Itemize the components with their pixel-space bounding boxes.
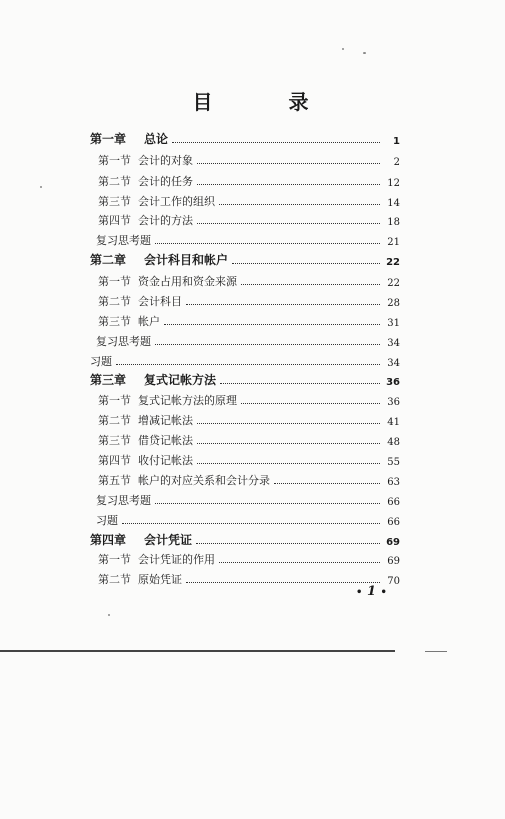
toc-entry-number: 第一章 <box>90 132 127 146</box>
toc-entry-title: 复习思考题 <box>96 494 151 507</box>
toc-page-number: 41 <box>387 417 400 428</box>
toc-entry-title: 帐户的对应关系和会计分录 <box>138 474 270 487</box>
toc-entry-number: 第四节 <box>98 454 131 467</box>
toc-page-number: 22 <box>386 257 400 268</box>
toc-page-number: 69 <box>386 537 400 548</box>
toc-page-number: 55 <box>387 457 400 468</box>
toc-entry-title: 习题 <box>90 355 112 368</box>
toc-page-number: 69 <box>387 556 400 567</box>
toc-page-number: 34 <box>387 338 400 349</box>
toc-entry-title: 增减记帐法 <box>138 414 193 427</box>
folio-dot-left: • <box>356 587 363 598</box>
toc-entry-title: 会计凭证 <box>144 533 193 547</box>
toc-section-entry <box>90 410 400 428</box>
toc-extra-entry <box>90 351 400 369</box>
toc-dot-leader <box>219 204 380 205</box>
toc-page-number: 48 <box>387 437 400 448</box>
toc-entry-title: 资金占用和资金来源 <box>138 275 237 288</box>
toc-entry-title: 复式记帐方法的原理 <box>138 394 237 407</box>
toc-entry-number: 第二节 <box>98 573 131 586</box>
toc-section-entry <box>90 450 400 468</box>
toc-dot-leader <box>197 443 380 444</box>
toc-dot-leader <box>219 562 380 563</box>
toc-section-entry <box>90 549 400 567</box>
toc-chapter-entry <box>90 129 400 147</box>
toc-dot-leader <box>155 243 380 244</box>
toc-entry-number: 第二章 <box>90 253 127 267</box>
toc-extra-entry <box>90 331 400 349</box>
toc-entry-title: 帐户 <box>138 315 160 328</box>
toc-entry-title: 复习思考题 <box>96 335 151 348</box>
toc-page-number: 36 <box>386 377 400 388</box>
toc-dot-leader <box>186 304 380 305</box>
toc-entry-number: 第三节 <box>98 195 131 208</box>
toc-chapter-entry <box>90 250 400 268</box>
toc-section-entry <box>90 470 400 488</box>
toc-page-number: 21 <box>387 237 400 248</box>
toc-dot-leader <box>164 324 380 325</box>
toc-entry-title: 会计工作的组织 <box>138 195 215 208</box>
toc-entry-title: 会计凭证的作用 <box>138 553 215 566</box>
toc-dot-leader <box>197 184 380 185</box>
toc-entry-title: 收付记帐法 <box>138 454 193 467</box>
toc-entry-number: 第二节 <box>98 414 131 427</box>
toc-dot-leader <box>155 503 380 504</box>
toc-extra-entry <box>90 230 400 248</box>
scan-speck <box>363 52 366 54</box>
toc-dot-leader <box>116 364 380 365</box>
toc-dot-leader <box>241 284 380 285</box>
page-title: 目 录 <box>192 90 337 114</box>
toc-section-entry <box>90 311 400 329</box>
toc-dot-leader <box>122 523 380 524</box>
toc-page-number: 70 <box>387 576 400 587</box>
scan-speck <box>342 48 344 50</box>
toc-entry-number: 第二节 <box>98 295 131 308</box>
page-number <box>356 584 387 599</box>
toc-entry-number: 第四节 <box>98 214 131 227</box>
toc-page-number: 34 <box>387 358 400 369</box>
toc-section-entry <box>90 210 400 228</box>
toc-chapter-entry <box>90 370 400 388</box>
toc-extra-entry <box>90 490 400 508</box>
toc-entry-number: 第三节 <box>98 434 131 447</box>
toc-entry-number: 第一节 <box>98 553 131 566</box>
toc-section-entry <box>90 390 400 408</box>
toc-dot-leader <box>220 383 380 384</box>
toc-page-number: 1 <box>393 136 400 147</box>
toc-section-entry <box>90 191 400 209</box>
toc-page-number: 31 <box>387 318 400 329</box>
toc-dot-leader <box>197 423 380 424</box>
toc-dot-leader <box>155 344 380 345</box>
toc-page-number: 63 <box>387 477 400 488</box>
toc-dot-leader <box>241 403 380 404</box>
toc-entry-number: 第三节 <box>98 315 131 328</box>
toc-page-number: 2 <box>393 157 400 168</box>
toc-page-number: 22 <box>387 278 400 289</box>
toc-entry-title: 会计的方法 <box>138 214 193 227</box>
page-edge-line-short <box>425 651 447 652</box>
toc-entry-number: 第一节 <box>98 275 131 288</box>
toc-entry-number: 第一节 <box>98 394 131 407</box>
toc-chapter-entry <box>90 530 400 548</box>
toc-section-entry <box>90 171 400 189</box>
folio-number: 1 <box>366 584 376 599</box>
page-edge-line <box>0 650 395 652</box>
toc-entry-title: 会计科目 <box>138 295 182 308</box>
toc-page-number: 14 <box>387 198 400 209</box>
toc-entry-title: 会计的任务 <box>138 175 193 188</box>
toc-entry-title: 复式记帐方法 <box>144 373 217 387</box>
toc-dot-leader <box>274 483 380 484</box>
toc-dot-leader <box>197 223 380 224</box>
toc-page-number: 28 <box>387 298 400 309</box>
scan-speck <box>108 614 110 616</box>
toc-dot-leader <box>197 163 380 164</box>
toc-section-entry <box>90 291 400 309</box>
toc-section-entry <box>90 271 400 289</box>
toc-extra-entry <box>90 510 400 528</box>
toc-page-number: 66 <box>387 497 400 508</box>
toc-dot-leader <box>172 142 380 143</box>
toc-section-entry <box>90 430 400 448</box>
scan-speck <box>40 186 42 188</box>
toc-entry-number: 第四章 <box>90 533 127 547</box>
folio-dot-right: • <box>380 587 387 598</box>
toc-page-number: 36 <box>387 397 400 408</box>
toc-dot-leader <box>186 582 380 583</box>
toc-entry-number: 第二节 <box>98 175 131 188</box>
toc-entry-title: 习题 <box>96 514 118 527</box>
toc-entry-title: 总论 <box>144 132 169 146</box>
toc-section-entry <box>90 569 400 587</box>
toc-entry-title: 原始凭证 <box>138 573 182 586</box>
toc-entry-title: 会计科目和帐户 <box>144 253 229 267</box>
toc-entry-title: 借贷记帐法 <box>138 434 193 447</box>
toc-entry-title: 会计的对象 <box>138 154 193 167</box>
toc-section-entry <box>90 150 400 168</box>
toc-dot-leader <box>196 543 380 544</box>
toc-entry-number: 第一节 <box>98 154 131 167</box>
toc-page-number: 12 <box>387 178 400 189</box>
toc-entry-number: 第三章 <box>90 373 127 387</box>
toc-entry-title: 复习思考题 <box>96 234 151 247</box>
toc-entry-number: 第五节 <box>98 474 131 487</box>
toc-page-number: 66 <box>387 517 400 528</box>
toc-dot-leader <box>232 263 380 264</box>
toc-dot-leader <box>197 463 380 464</box>
toc-page-number: 18 <box>387 217 400 228</box>
